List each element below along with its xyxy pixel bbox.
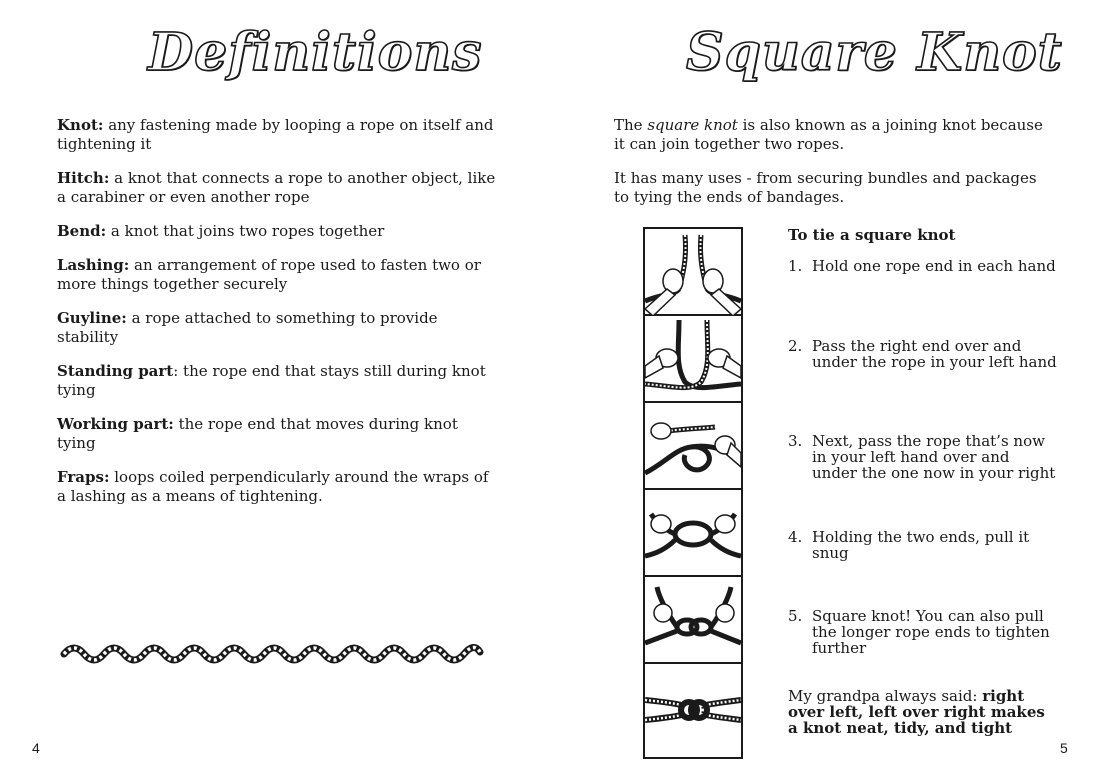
intro-text-segment: The: [614, 116, 648, 134]
step-item: [788, 608, 1058, 656]
square-knot-title: Square Knot: [686, 22, 1063, 83]
passing-left-end-illustration: [645, 403, 741, 490]
step-item: [788, 433, 1058, 481]
intro-text-segment: is also known as a joining knot because it can join together two ropes.: [614, 116, 1043, 153]
square-knot-tightening-illustration: [645, 577, 741, 664]
step-text: Pass the right end over and under the rope in your left hand: [812, 337, 1057, 371]
pulling-snug-illustration: [645, 490, 741, 577]
definition-term: Guyline:: [57, 309, 127, 327]
step-item: [788, 529, 1058, 561]
intro-italic-term: square knot: [647, 116, 738, 134]
definition-term: Knot:: [57, 116, 104, 134]
knot-illustration-strip: [643, 227, 743, 759]
definition-item: [57, 309, 497, 347]
definition-term: Bend:: [57, 222, 107, 240]
intro-text: [614, 116, 1044, 222]
step-number: 2.: [788, 337, 803, 355]
definition-item: [57, 169, 497, 207]
definition-term: Working part:: [57, 415, 174, 433]
step-number: 5.: [788, 607, 803, 625]
step-text: Hold one rope end in each hand: [812, 257, 1056, 275]
illustration-frame-finished-knot: [645, 664, 741, 757]
intro-paragraph: [614, 116, 1044, 154]
step-text: Next, pass the rope that’s now in your left hand over and under the one now in your right: [812, 432, 1056, 482]
step-text: Holding the two ends, pull it snug: [812, 528, 1030, 562]
definition-term: Fraps:: [57, 468, 110, 486]
definition-text: a knot that joins two ropes together: [106, 222, 385, 240]
grandpa-saying: [788, 688, 1058, 736]
definition-item: [57, 468, 497, 506]
definition-text: loops coiled perpendicularly around the wraps of a lashing as a means of tightening.: [57, 468, 489, 505]
definition-term: Hitch:: [57, 169, 110, 187]
definition-item: [57, 116, 497, 154]
definition-text: : the rope end that stays still during knot tying: [57, 362, 486, 399]
definition-item: [57, 362, 497, 400]
definition-term: Standing part: [57, 362, 174, 380]
definition-item: [57, 415, 497, 453]
illustration-frame-step-5: [645, 577, 741, 664]
definition-text: the rope end that moves during knot tying: [57, 415, 458, 452]
step-number: 1.: [788, 257, 803, 275]
definition-item: [57, 222, 497, 241]
definition-text: a rope attached to something to provide stability: [57, 309, 438, 346]
step-item: [788, 338, 1058, 370]
saying-prefix: My grandpa always said:: [788, 687, 983, 705]
definitions-list: [57, 116, 497, 521]
definition-term: Lashing:: [57, 256, 130, 274]
step-text: Square knot! You can also pull the longer rope ends to tighten further: [812, 607, 1050, 657]
hands-holding-ropes-illustration: [645, 229, 741, 316]
illustration-frame-step-1: [645, 229, 741, 316]
rope-divider-illustration: [60, 640, 484, 666]
saying-bold: right over left, left over right makes a knot neat, tidy, and tight: [788, 687, 1045, 737]
right-page: [551, 0, 1102, 783]
passing-right-end-illustration: [645, 316, 741, 403]
page-number: 5: [1060, 740, 1068, 756]
definition-item: [57, 256, 497, 294]
finished-square-knot-illustration: [645, 664, 741, 757]
definition-text: an arrangement of rope used to fasten two or more things together securely: [57, 256, 481, 293]
step-number: 3.: [788, 432, 803, 450]
definition-text: any fastening made by looping a rope on itself and tightening it: [57, 116, 494, 153]
illustration-frame-step-3: [645, 403, 741, 490]
intro-paragraph: It has many uses - from securing bundles and packages to tying the ends of bandages.: [614, 169, 1037, 206]
illustration-frame-step-2: [645, 316, 741, 403]
page-number: 4: [32, 740, 40, 756]
definition-text: a knot that connects a rope to another object, like a carabiner or even another rope: [57, 169, 496, 206]
steps-heading: To tie a square knot: [788, 226, 956, 244]
step-number: 4.: [788, 528, 803, 546]
illustration-frame-step-4: [645, 490, 741, 577]
definitions-title: Definitions: [148, 22, 483, 83]
step-item: [788, 258, 1058, 274]
